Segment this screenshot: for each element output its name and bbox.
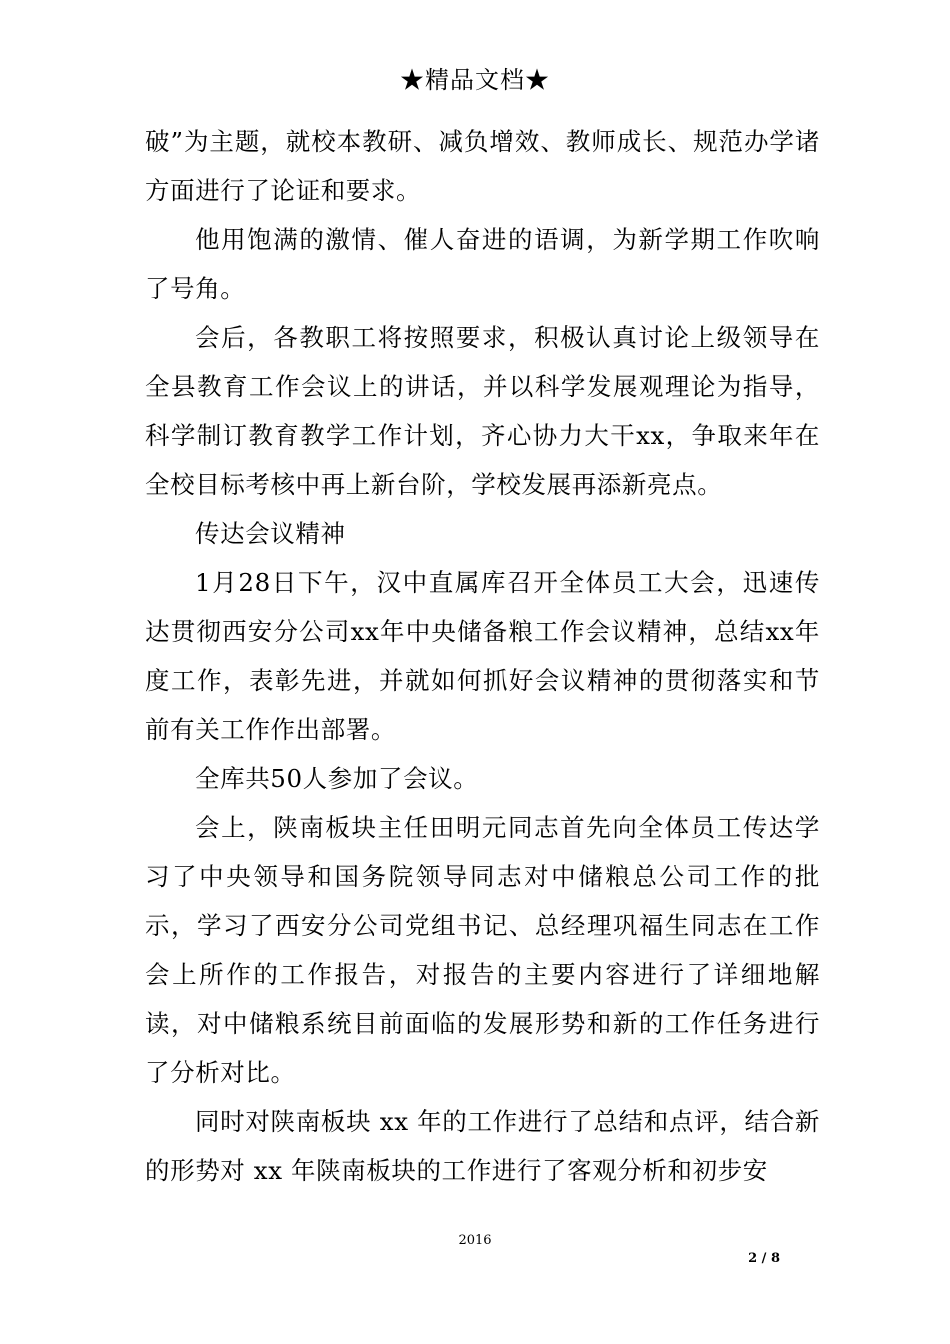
paragraph: 1月28日下午，汉中直属库召开全体员工大会，迅速传达贯彻西安分公司xx年中央储备粮工作会议精神，总结xx年度工作，表彰先进，并就如何抓好会议精神的贯彻落实和节前有关工作作出部署。 bbox=[145, 568, 820, 744]
page-header-title: ★精品文档★ bbox=[400, 66, 550, 94]
paragraph: 破”为主题，就校本教研、减负增效、教师成长、规范办学诸方面进行了论证和要求。 bbox=[145, 127, 820, 205]
paragraph: 全库共50人参加了会议。 bbox=[195, 764, 479, 793]
paragraph: 会后，各教职工将按照要求，积极认真讨论上级领导在全县教育工作会议上的讲话，并以科学发展观理论为指导，科学制订教育教学工作计划，齐心协力大干xx，争取来年在全校目标考核中再上新台阶，学校发展再添新亮点。 bbox=[145, 323, 820, 499]
footer-year: 2016 bbox=[458, 1233, 492, 1248]
page-number: 2 / 8 bbox=[748, 1251, 780, 1266]
paragraph: 同时对陕南板块 xx 年的工作进行了总结和点评，结合新的形势对 xx 年陕南板块的工作进行了客观分析和初步安 bbox=[145, 1107, 820, 1185]
section-heading: 传达会议精神 bbox=[195, 519, 346, 548]
paragraph: 他用饱满的激情、催人奋进的语调，为新学期工作吹响了号角。 bbox=[145, 225, 820, 303]
paragraph: 会上，陕南板块主任田明元同志首先向全体员工传达学习了中央领导和国务院领导同志对中储粮总公司工作的批示，学习了西安分公司党组书记、总经理巩福生同志在工作会上所作的工作报告，对报告的主要内容进行了详细地解读，对中储粮系统目前面临的发展形势和新的工作任务进行了分析对比。 bbox=[145, 813, 820, 1087]
document-body bbox=[145, 117, 820, 1195]
